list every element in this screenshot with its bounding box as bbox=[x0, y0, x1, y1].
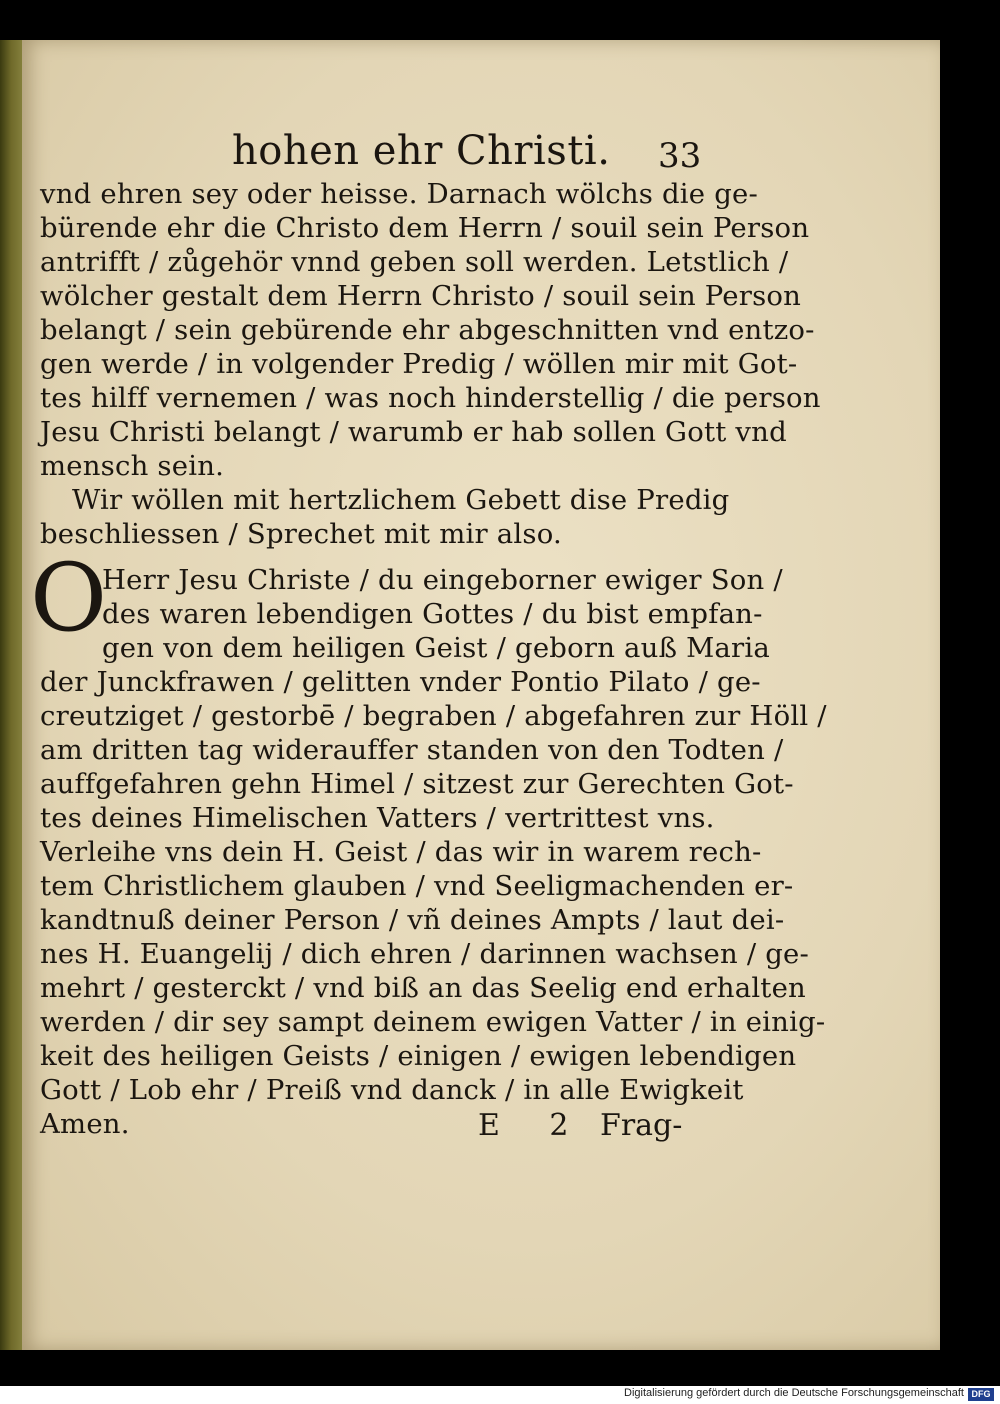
dfg-logo-icon: DFG bbox=[968, 1388, 994, 1401]
text-line: keit des heiligen Geists / einigen / ewigen lebendigen bbox=[40, 1040, 797, 1072]
text-line: Wir wöllen mit hertzlichem Gebett dise Predig bbox=[72, 484, 730, 516]
text-line: mensch sein. bbox=[40, 450, 225, 482]
text-line: Verleihe vns dein H. Geist / das wir in warem rech- bbox=[40, 836, 762, 868]
text-line: wölcher gestalt dem Herrn Christo / souil sein Person bbox=[40, 280, 802, 312]
running-head: hohen ehr Christi. bbox=[232, 128, 611, 174]
text-line: Gott / Lob ehr / Preiß vnd danck / in alle Ewigkeit bbox=[40, 1074, 744, 1106]
text-line: nes H. Euangelij / dich ehren / darinnen wachsen / ge- bbox=[40, 938, 810, 970]
text-line: bürende ehr die Christo dem Herrn / souil sein Person bbox=[40, 212, 810, 244]
text-line: werden / dir sey sampt deinem ewigen Vatter / in einig- bbox=[40, 1006, 826, 1038]
text-line: vnd ehren sey oder heisse. Darnach wölchs die ge- bbox=[40, 178, 758, 210]
text-line: kandtnuß deiner Person / vñ deines Ampts / laut dei- bbox=[40, 904, 785, 936]
catchword: Frag- bbox=[600, 1108, 683, 1143]
text-line: am dritten tag widerauffer standen von den Todten / bbox=[40, 734, 784, 766]
text-line: creutziget / gestorbē / begraben / abgefahren zur Höll / bbox=[40, 700, 827, 732]
text-line: mehrt / gesterckt / vnd biß an das Seelig end erhalten bbox=[40, 972, 806, 1004]
text-line: der Junckfrawen / gelitten vnder Pontio Pilato / ge- bbox=[40, 666, 761, 698]
text-line: tes deines Himelischen Vatters / vertrittest vns. bbox=[40, 802, 715, 834]
page-number: 33 bbox=[658, 136, 702, 176]
text-line: Herr Jesu Christe / du eingeborner ewiger Son / bbox=[102, 564, 783, 596]
text-line: beschliessen / Sprechet mit mir also. bbox=[40, 518, 562, 550]
text-line: belangt / sein gebürende ehr abgeschnitten vnd entzo- bbox=[40, 314, 815, 346]
text-line: tem Christlichem glauben / vnd Seeligmachenden er- bbox=[40, 870, 794, 902]
text-line: gen werde / in volgender Predig / wöllen mir mit Got- bbox=[40, 348, 798, 380]
text-line: tes hilff vernemen / was noch hinderstellig / die person bbox=[40, 382, 821, 414]
text-line: antrifft / zůgehör vnnd geben soll werden. Letstlich / bbox=[40, 246, 789, 278]
drop-capital: O bbox=[30, 544, 108, 653]
text-line: des waren lebendigen Gottes / du bist empfan- bbox=[102, 598, 763, 630]
text-line: auffgefahren gehn Himel / sitzest zur Gerechten Got- bbox=[40, 768, 794, 800]
text-line: Amen. bbox=[40, 1108, 130, 1140]
footer-bar bbox=[0, 1386, 1000, 1404]
text-line: Jesu Christi belangt / warumb er hab sollen Gott vnd bbox=[40, 416, 787, 448]
text-line: gen von dem heiligen Geist / geborn auß Maria bbox=[102, 632, 770, 664]
signature-mark: E 2 bbox=[478, 1108, 569, 1143]
funding-credit: Digitalisierung gefördert durch die Deutsche Forschungsgemeinschaft bbox=[624, 1387, 964, 1399]
book-page bbox=[22, 40, 940, 1350]
